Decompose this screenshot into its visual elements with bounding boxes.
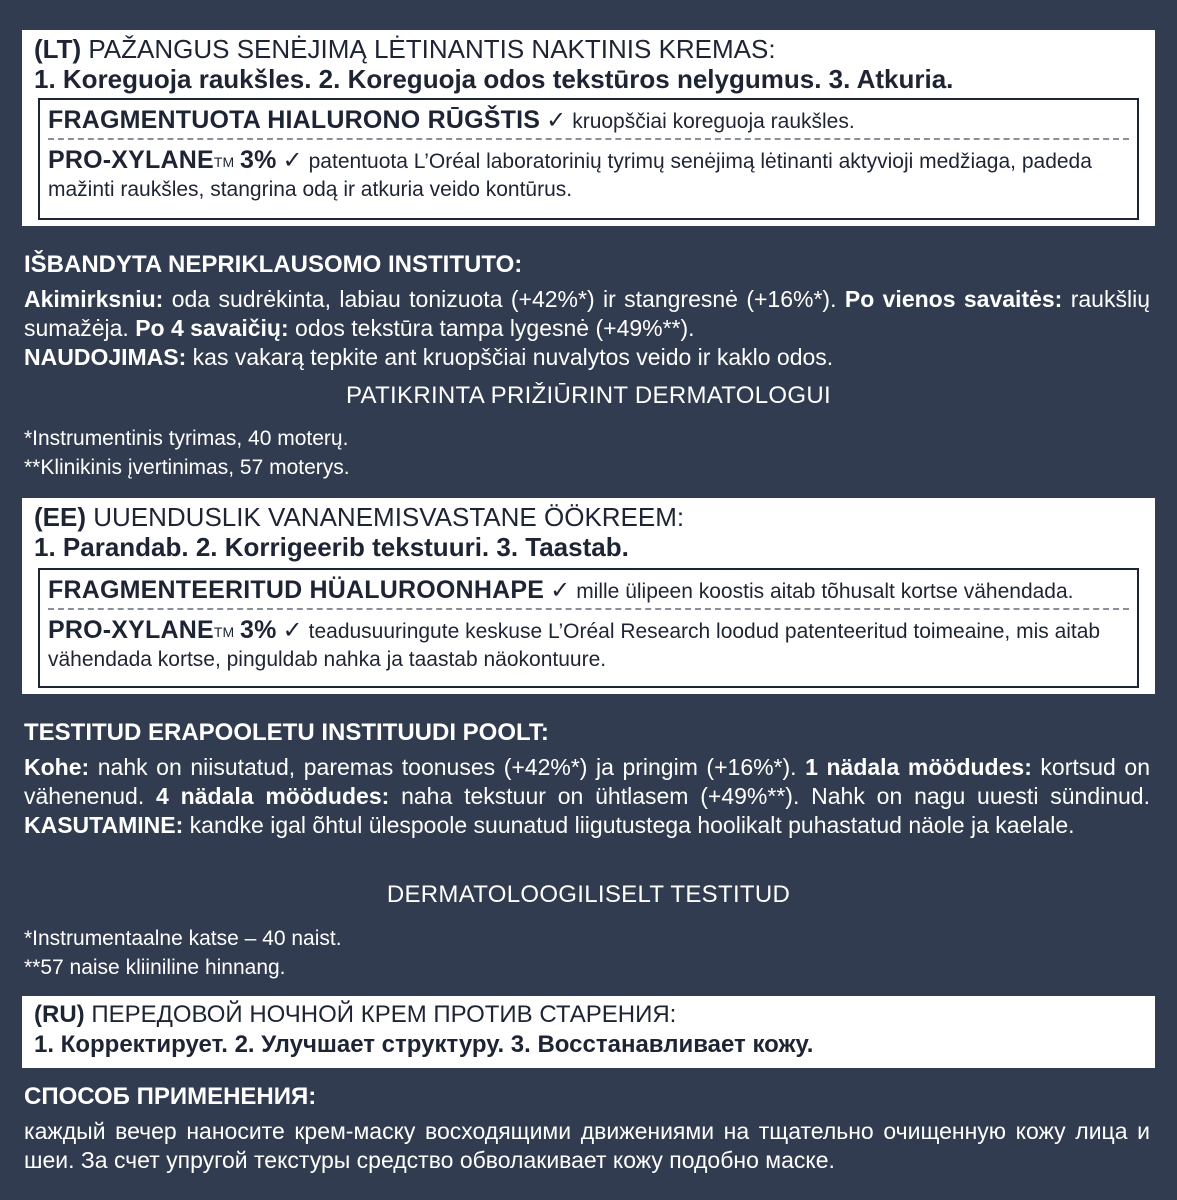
lt-ingredient1-name: FRAGMENTUOTA HIALURONO RŪGŠTIS xyxy=(48,106,541,134)
lt-p-bold1: Akimirksniu: xyxy=(24,286,164,312)
ee-ingredient1-name: FRAGMENTEERITUD HÜALUROONHAPE xyxy=(48,576,545,604)
lt-p-text2: raukšlių sumažėja. xyxy=(24,286,1150,341)
lt-title: PAŽANGUS SENĖJIMĄ LĖTINANTIS NAKTINIS KREMAS: xyxy=(88,34,776,64)
ru-usage-section xyxy=(24,1082,1150,1175)
lt-tested-paragraph xyxy=(24,285,1150,372)
lt-p-text1: oda sudrėkinta, labiau tonizuota (+42%*) ir stangresnė (+16%*). xyxy=(163,286,845,312)
ee-ingredient-hyaluronic xyxy=(48,570,1129,610)
lt-p-bold4: NAUDOJIMAS: xyxy=(24,344,187,370)
ee-ingredients-box xyxy=(38,568,1139,688)
checkmark-icon: ✓ xyxy=(550,577,571,604)
lt-footnotes xyxy=(24,424,350,482)
ru-lang-code: (RU) xyxy=(34,1001,85,1028)
ee-p-text4: kandke igal õhtul ülespoole suunatud liigutustega hoolikalt puhastatud näole ja kaelale. xyxy=(183,812,1075,838)
ee-footnotes xyxy=(24,924,342,982)
lt-footnote2: **Klinikinis įvertinimas, 57 moterys. xyxy=(24,456,350,479)
lt-ingredient2-desc: patentuota L’Oréal laboratorinių tyrimų senėjimą lėtinanti aktyvioji medžiaga, padeda mažinti raukšles, stangrina odą ir atkuria veido kontūrus. xyxy=(48,150,1092,201)
ee-title: UUENDUSLIK VANANEMISVASTANE ÖÖKREEM: xyxy=(93,502,685,532)
lt-lang-code: (LT) xyxy=(34,34,82,64)
ru-usage-text: каждый вечер наносите крем-маску восходящими движениями на тщательно очищенную кожу лица и шеи. За счет упругой текстуры средство обволакивает кожу подобно маске. xyxy=(24,1118,1150,1173)
ee-ingredient2-tm: TM xyxy=(213,624,235,640)
lt-ingredient1-desc: kruopščiai koreguoja raukšles. xyxy=(572,110,855,133)
lt-ingredient2-tm: TM xyxy=(213,154,235,170)
ee-header-panel xyxy=(22,498,1155,694)
lt-derm-tested: PATIKRINTA PRIŽIŪRINT DERMATOLOGUI xyxy=(346,382,831,409)
lt-p-text4: kas vakarą tepkite ant kruopščiai nuvalytos veido ir kaklo odos. xyxy=(186,344,834,370)
lt-ingredient2-pct: 3% xyxy=(239,146,277,174)
ee-p-text3: naha tekstuur on ühtlasem (+49%**). Nahk on nagu uuesti sündinud. xyxy=(389,783,1150,809)
lt-header-panel xyxy=(22,30,1155,226)
ru-title: ПЕРЕДОВОЙ НОЧНОЙ КРЕМ ПРОТИВ СТАРЕНИЯ: xyxy=(91,1001,677,1028)
lt-footnote1: *Instrumentinis tyrimas, 40 moterų. xyxy=(24,427,349,450)
checkmark-icon: ✓ xyxy=(282,617,303,644)
lt-tested-section xyxy=(24,250,1150,372)
lt-p-bold2: Po vienos savaitės: xyxy=(844,286,1063,312)
checkmark-icon: ✓ xyxy=(546,107,567,134)
checkmark-icon: ✓ xyxy=(282,147,303,174)
lt-ingredient-proxylane xyxy=(48,140,1129,208)
ee-footnote1: *Instrumentaalne katse – 40 naist. xyxy=(24,927,342,950)
lt-ingredients-box xyxy=(38,98,1139,220)
lt-ingredient2-name: PRO-XYLANE xyxy=(48,146,214,174)
ee-p-text1: nahk on niisutatud, paremas toonuses (+42%*) ja pringim (+16%*). xyxy=(89,754,806,780)
lt-ingredient-hyaluronic xyxy=(48,100,1129,140)
ee-subtitle: 1. Parandab. 2. Korrigeerib tekstuuri. 3. Taastab. xyxy=(34,532,629,562)
ru-header-panel xyxy=(22,996,1155,1068)
lt-p-text3: odos tekstūra tampa lygesnė (+49%**). xyxy=(288,315,695,341)
ee-footnote2: **57 naise kliiniline hinnang. xyxy=(24,956,286,979)
ee-derm-tested: DERMATOLOOGILISELT TESTITUD xyxy=(386,881,791,908)
lt-subtitle: 1. Koreguoja raukšles. 2. Koreguoja odos tekstūros nelygumus. 3. Atkuria. xyxy=(34,64,954,94)
ee-p-bold4: KASUTAMINE: xyxy=(24,812,184,838)
ee-ingredient1-desc: mille ülipeen koostis aitab tõhusalt kortse vähendada. xyxy=(576,580,1074,603)
lt-p-bold3: Po 4 savaičių: xyxy=(135,315,289,341)
ee-lang-code: (EE) xyxy=(34,502,86,532)
ee-p-text2: kortsud on vähenenud. xyxy=(24,754,1150,809)
ee-ingredient2-pct: 3% xyxy=(239,616,277,644)
ee-tested-heading: TESTITUD ERAPOOLETU INSTITUUDI POOLT: xyxy=(24,719,549,746)
ee-p-bold3: 4 nädala möödudes: xyxy=(156,783,390,809)
ee-ingredient-proxylane xyxy=(48,610,1129,678)
ee-ingredient2-name: PRO-XYLANE xyxy=(48,616,214,644)
ee-tested-paragraph xyxy=(24,753,1150,840)
ee-tested-section xyxy=(24,718,1150,840)
ee-p-bold2: 1 nädala möödudes: xyxy=(805,754,1032,780)
lt-tested-heading: IŠBANDYTA NEPRIKLAUSOMO INSTITUTO: xyxy=(24,251,523,278)
ee-ingredient2-desc: teadusuuringute keskuse L’Oréal Research loodud patenteeritud toimeaine, mis aitab vähendada kortse, pinguldab nahka ja taastab näokontuure. xyxy=(48,620,1101,671)
ee-p-bold1: Kohe: xyxy=(24,754,90,780)
ru-usage-heading: СПОСОБ ПРИМЕНЕНИЯ: xyxy=(24,1083,317,1110)
ru-subtitle: 1. Корректирует. 2. Улучшает структуру. 3. Восстанавливает кожу. xyxy=(34,1031,814,1058)
